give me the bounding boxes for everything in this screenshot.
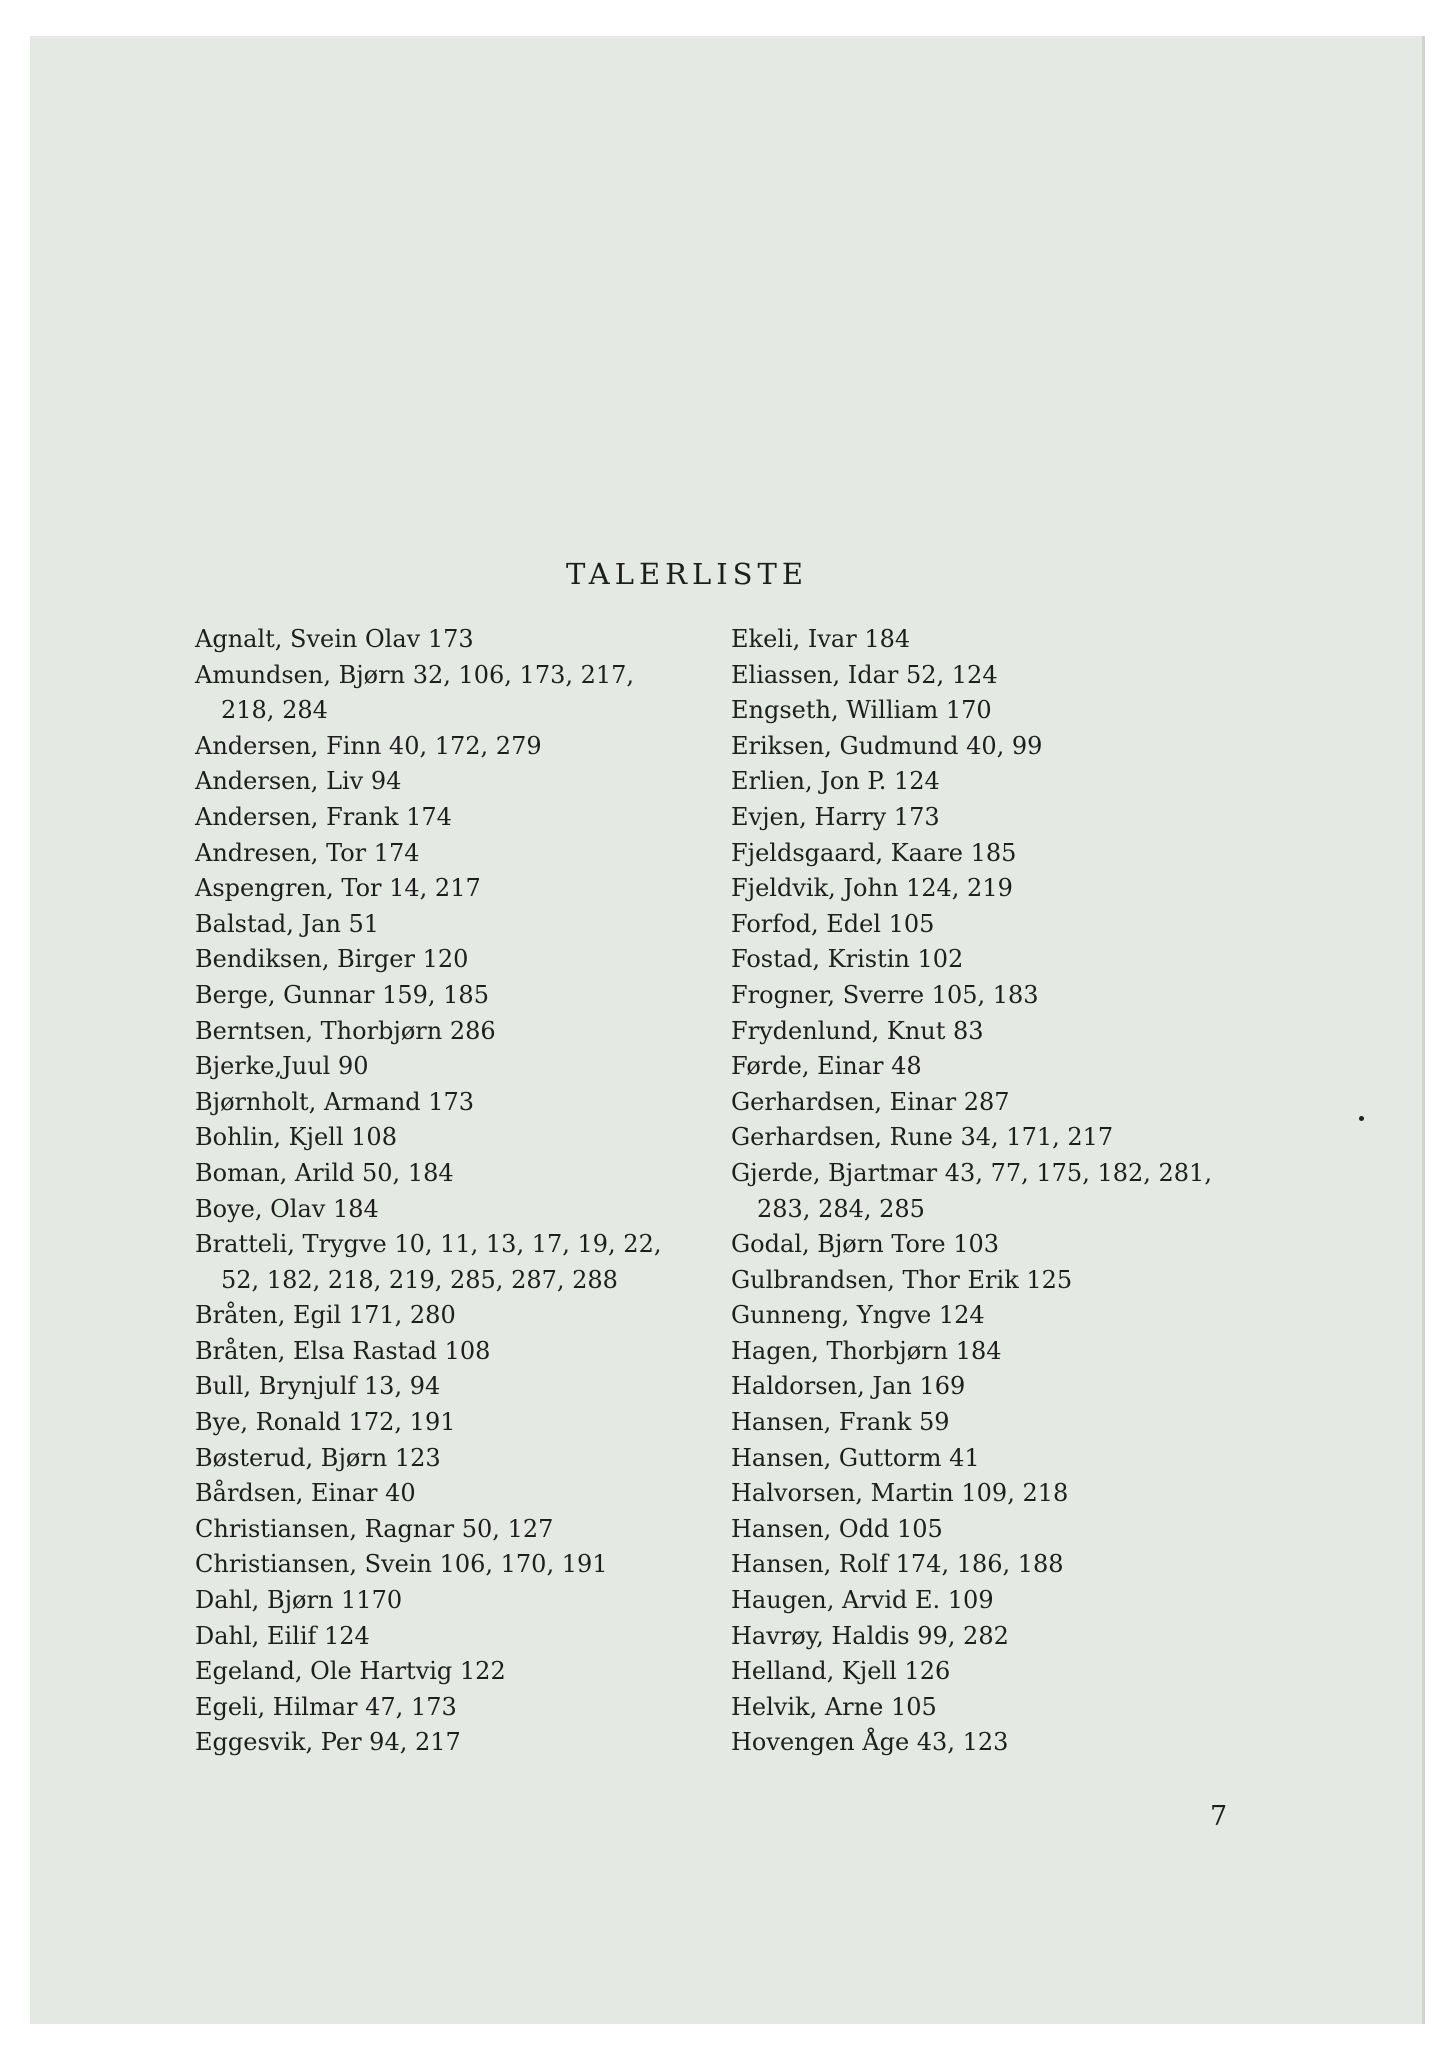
ink-speck [1359, 1116, 1364, 1121]
index-entry: Hagen, Thorbjørn 184 [731, 1336, 1002, 1365]
index-entry: Frydenlund, Knut 83 [731, 1016, 984, 1045]
index-entry: Eliassen, Idar 52, 124 [731, 660, 998, 689]
index-entry: Bye, Ronald 172, 191 [195, 1408, 456, 1437]
index-entry: Fjeldvik, John 124, 219 [731, 874, 1013, 903]
index-entry: Hansen, Rolf 174, 186, 188 [731, 1550, 1064, 1579]
index-entry: Egeli, Hilmar 47, 173 [195, 1692, 457, 1721]
index-entry: Gjerde, Bjartmar 43, 77, 175, 182, 281, [731, 1158, 1212, 1187]
index-entry: Fostad, Kristin 102 [731, 945, 964, 974]
index-entry: Bratteli, Trygve 10, 11, 13, 17, 19, 22, [195, 1230, 662, 1259]
index-entry-continuation: 52, 182, 218, 219, 285, 287, 288 [221, 1265, 618, 1294]
index-entry: Eriksen, Gudmund 40, 99 [731, 731, 1043, 760]
index-entry: Bohlin, Kjell 108 [195, 1123, 397, 1152]
index-entry: Hansen, Odd 105 [731, 1514, 943, 1543]
speaker-list-right [731, 622, 1212, 1761]
index-entry: Gerhardsen, Rune 34, 171, 217 [731, 1123, 1114, 1152]
index-entry: Haldorsen, Jan 169 [731, 1372, 966, 1401]
page-number: 7 [1210, 1801, 1228, 1832]
index-entry: Godal, Bjørn Tore 103 [731, 1230, 1000, 1259]
index-entry: Bøsterud, Bjørn 123 [195, 1443, 441, 1472]
index-entry: Haugen, Arvid E. 109 [731, 1586, 994, 1615]
index-entry: Gerhardsen, Einar 287 [731, 1087, 1010, 1116]
index-entry: Andersen, Finn 40, 172, 279 [195, 731, 542, 760]
index-entry: Bjørnholt, Armand 173 [195, 1087, 475, 1116]
index-entry: Andresen, Tor 174 [195, 838, 420, 867]
index-entry: Hovengen Åge 43, 123 [731, 1728, 1009, 1757]
index-entry: Egeland, Ole Hartvig 122 [195, 1657, 506, 1686]
index-entry: Eggesvik, Per 94, 217 [195, 1728, 461, 1757]
index-entry: Balstad, Jan 51 [195, 909, 380, 938]
index-entry-continuation: 283, 284, 285 [757, 1194, 925, 1223]
index-entry: Helvik, Arne 105 [731, 1692, 937, 1721]
index-entry: Fjeldsgaard, Kaare 185 [731, 838, 1017, 867]
index-entry: Christiansen, Svein 106, 170, 191 [195, 1550, 608, 1579]
index-entry: Berntsen, Thorbjørn 286 [195, 1016, 496, 1045]
index-entry: Aspengren, Tor 14, 217 [195, 874, 481, 903]
index-entry: Bårdsen, Einar 40 [195, 1479, 416, 1508]
document-page [30, 36, 1422, 2024]
index-entry: Forfod, Edel 105 [731, 909, 935, 938]
index-entry: Andersen, Liv 94 [195, 767, 402, 796]
index-entry: Gulbrandsen, Thor Erik 125 [731, 1265, 1073, 1294]
index-entry: Boman, Arild 50, 184 [195, 1158, 454, 1187]
index-entry: Boye, Olav 184 [195, 1194, 379, 1223]
index-entry: Berge, Gunnar 159, 185 [195, 980, 489, 1009]
index-entry: Agnalt, Svein Olav 173 [195, 625, 474, 653]
index-entry: Ekeli, Ivar 184 [731, 625, 911, 653]
index-entry: Gunneng, Yngve 124 [731, 1301, 985, 1330]
index-entry: Bull, Brynjulf 13, 94 [195, 1372, 441, 1401]
index-entry: Frogner, Sverre 105, 183 [731, 980, 1039, 1009]
index-entry: Bendiksen, Birger 120 [195, 945, 469, 974]
index-entry: Bjerke,Juul 90 [195, 1052, 369, 1081]
index-entry: Havrøy, Haldis 99, 282 [731, 1621, 1009, 1650]
index-entry: Christiansen, Ragnar 50, 127 [195, 1514, 554, 1543]
index-entry: Erlien, Jon P. 124 [731, 767, 940, 796]
index-entry: Hansen, Frank 59 [731, 1408, 950, 1437]
index-entry: Dahl, Bjørn 1170 [195, 1586, 403, 1615]
index-entry: Andersen, Frank 174 [195, 802, 452, 831]
index-entry: Evjen, Harry 173 [731, 802, 940, 831]
index-entry: Bråten, Elsa Rastad 108 [195, 1336, 491, 1365]
page-title: TALERLISTE [566, 557, 809, 591]
index-entry: Førde, Einar 48 [731, 1052, 922, 1081]
index-entry: Halvorsen, Martin 109, 218 [731, 1479, 1069, 1508]
index-entry-continuation: 218, 284 [221, 696, 328, 725]
index-entry: Dahl, Eilif 124 [195, 1621, 370, 1650]
index-entry: Hansen, Guttorm 41 [731, 1443, 980, 1472]
index-entry: Helland, Kjell 126 [731, 1657, 951, 1686]
index-entry: Engseth, William 170 [731, 696, 992, 725]
index-entry: Amundsen, Bjørn 32, 106, 173, 217, [195, 660, 635, 689]
speaker-list-left [195, 622, 661, 1761]
index-entry: Bråten, Egil 171, 280 [195, 1301, 456, 1330]
